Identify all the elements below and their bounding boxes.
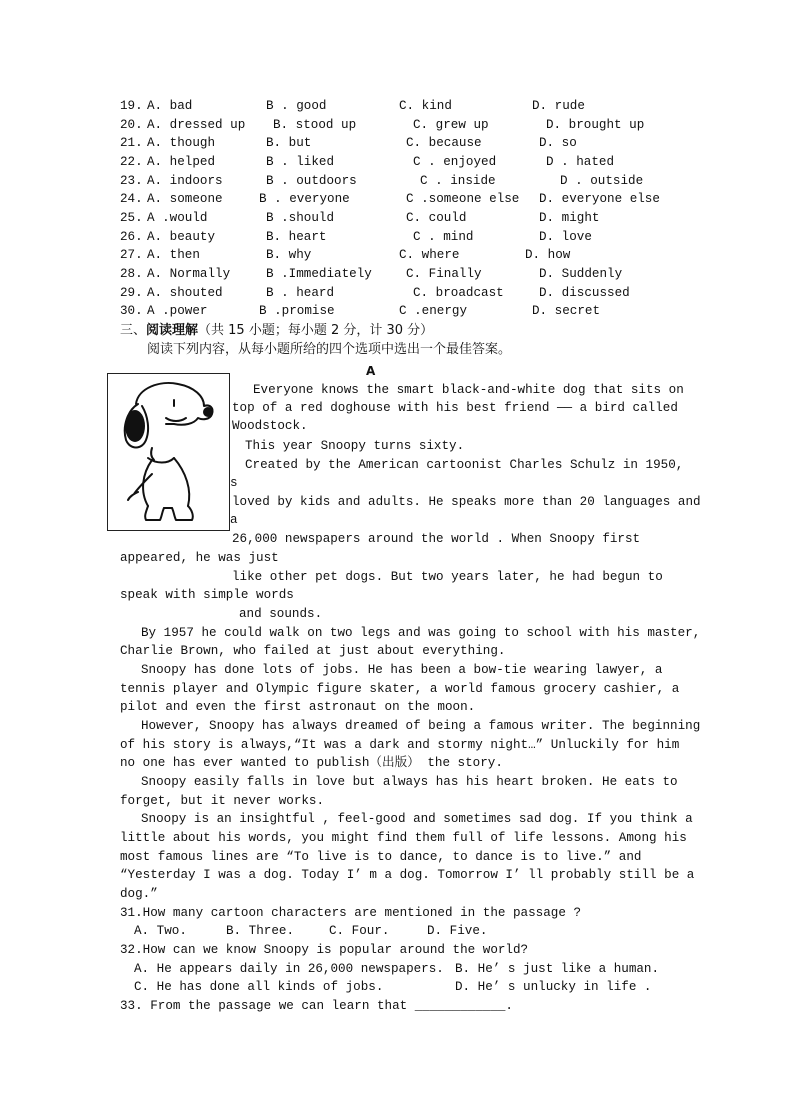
q32-option-c: C. He has done all kinds of jobs. [134,980,384,994]
option-b: B .promise [259,304,335,319]
option-d: D. brought up [546,117,645,132]
passage-line: of his story is always,“It was a dark and stormy night…” Unluckily for him [120,738,680,752]
option-b: B .should [266,210,335,225]
option-a: A .power [147,304,208,319]
passage-line: tennis player and Olympic figure skater, a world famous grocery cashier, a [120,682,680,696]
option-a: A. Normally [147,266,231,281]
passage-line: like other pet dogs. But two years later, he had begun to [232,570,663,584]
option-d: D. might [539,210,600,225]
vocab-row [0,267,790,286]
question-number: 20. [120,117,143,132]
option-c: C .someone else [406,192,520,207]
option-d: D . hated [546,154,615,169]
vocab-row [0,174,790,193]
option-a: A. beauty [147,229,216,244]
snoopy-image [107,373,230,531]
option-c: C. because [406,136,482,151]
passage-line: However, Snoopy has always dreamed of being a famous writer. The beginning [141,719,701,733]
passage-line: Charlie Brown, who failed at just about everything. [120,644,506,658]
passage-line: “Yesterday I was a dog. Today I’ m a dog. Tomorrow I’ ll probably still be a [120,868,695,882]
passage-line: Woodstock. [232,419,308,433]
vocab-row [0,286,790,305]
question-32: 32.How can we know Snoopy is popular around the world? [120,943,529,957]
passage-line: little about his words, you might find them full of life lessons. Among his [120,831,687,845]
question-number: 29. [120,285,143,300]
q31-option-b: B. Three. [226,924,295,938]
vocab-row [0,99,790,118]
passage-line: appeared, he was just [120,551,279,565]
option-a: A. dressed up [147,117,246,132]
q32-option-d: D. He’ s unlucky in life . [455,980,652,994]
passage-line: Created by the American cartoonist Charles Schulz in 1950, [245,458,684,472]
option-d: D. love [539,229,592,244]
q31-option-c: C. Four. [329,924,390,938]
section-header [120,322,433,341]
passage-line: pilot and even the first astronaut on the moon. [120,700,476,714]
passage-line: By 1957 he could walk on two legs and was going to school with his master, [141,626,701,640]
vocab-row [0,136,790,155]
passage-label: A [366,364,376,378]
vocab-row [0,248,790,267]
option-b: B . outdoors [266,173,357,188]
vocab-row [0,118,790,137]
option-b: B .Immediately [266,266,372,281]
option-b: B. heart [266,229,327,244]
option-d: D. so [539,136,577,151]
option-a: A. helped [147,154,216,169]
section-score-note: （共 15 小题；每小题 2 分，计 30 分） [198,323,434,338]
option-c: C. broadcast [413,285,504,300]
option-b: B. why [266,248,312,263]
vocab-row [0,192,790,211]
option-d: D. rude [532,99,585,113]
option-a: A. then [147,248,200,263]
passage-line: forget, but it never works. [120,794,325,808]
passage-line: Everyone knows the smart black-and-white dog that sits on [253,383,684,397]
vocab-row [0,304,790,323]
passage-line: Snoopy easily falls in love but always has his heart broken. He eats to [141,775,678,789]
q32-option-b: B. He’ s just like a human. [455,962,660,976]
question-number: 27. [120,248,143,263]
option-c: C . mind [413,229,474,244]
question-31: 31.How many cartoon characters are mentioned in the passage ? [120,906,582,920]
passage-line: top of a red doghouse with his best friend —— a bird called [232,401,678,415]
option-c: C .energy [399,304,468,319]
option-d: D. everyone else [539,192,660,207]
question-number: 26. [120,229,143,244]
option-c: C . enjoyed [413,154,497,169]
passage-line: 26,000 newspapers around the world . When Snoopy first [232,532,641,546]
passage-line: most famous lines are “To live is to dance, to dance is to live.” and [120,850,642,864]
option-c: C . inside [420,173,496,188]
option-b: B. but [266,136,312,151]
section-prefix: 三、 [120,323,147,338]
question-number: 23. [120,173,143,188]
option-b: B . everyone [259,192,350,207]
passage-line: no one has ever wanted to publish（出版） the story. [120,756,503,770]
question-number: 25. [120,210,143,225]
passage-fragment: s [230,476,238,490]
passage-line: and sounds. [239,607,323,621]
option-c: C. kind [399,99,452,113]
question-number: 21. [120,136,143,151]
section-instruction: 阅读下列内容，从每小题所给的四个选项中选出一个最佳答案。 [147,342,512,357]
option-a: A. bad [147,99,193,113]
question-number: 28. [120,266,143,281]
q31-option-d: D. Five. [427,924,488,938]
question-33: 33. From the passage we can learn that ____________. [120,999,513,1013]
passage-line: This year Snoopy turns sixty. [245,439,465,453]
passage-fragment: a [230,513,238,527]
option-a: A .would [147,210,208,225]
option-a: A. someone [147,192,223,207]
option-a: A. shouted [147,285,223,300]
option-d: D . outside [560,173,644,188]
option-a: A. indoors [147,173,223,188]
question-number: 19. [120,99,143,113]
passage-line: dog.” [120,887,158,901]
passage-line: Snoopy is an insightful , feel-good and sometimes sad dog. If you think a [141,812,693,826]
option-c: C. grew up [413,117,489,132]
passage-line: Snoopy has done lots of jobs. He has been a bow-tie wearing lawyer, a [141,663,663,677]
section-title: 阅读理解 [146,323,199,338]
q31-option-a: A. Two. [134,924,187,938]
option-a: A. though [147,136,216,151]
option-b: B. stood up [273,117,357,132]
question-number: 30. [120,304,143,319]
vocab-row [0,155,790,174]
question-number: 22. [120,154,143,169]
option-d: D. Suddenly [539,266,623,281]
q32-option-a: A. He appears daily in 26,000 newspapers. [134,962,444,976]
passage-line: loved by kids and adults. He speaks more than 20 languages and [232,495,701,509]
option-d: D. secret [532,304,601,319]
option-c: C. where [399,248,460,263]
option-d: D. how [525,248,571,263]
passage-line: speak with simple words [120,588,294,602]
option-b: B . good [266,99,327,113]
vocab-row [0,230,790,249]
snoopy-illustration-icon [108,374,229,530]
option-d: D. discussed [539,285,630,300]
option-b: B . heard [266,285,335,300]
vocab-row [0,211,790,230]
question-number: 24. [120,192,143,207]
option-c: C. could [406,210,467,225]
option-c: C. Finally [406,266,482,281]
option-b: B . liked [266,154,335,169]
